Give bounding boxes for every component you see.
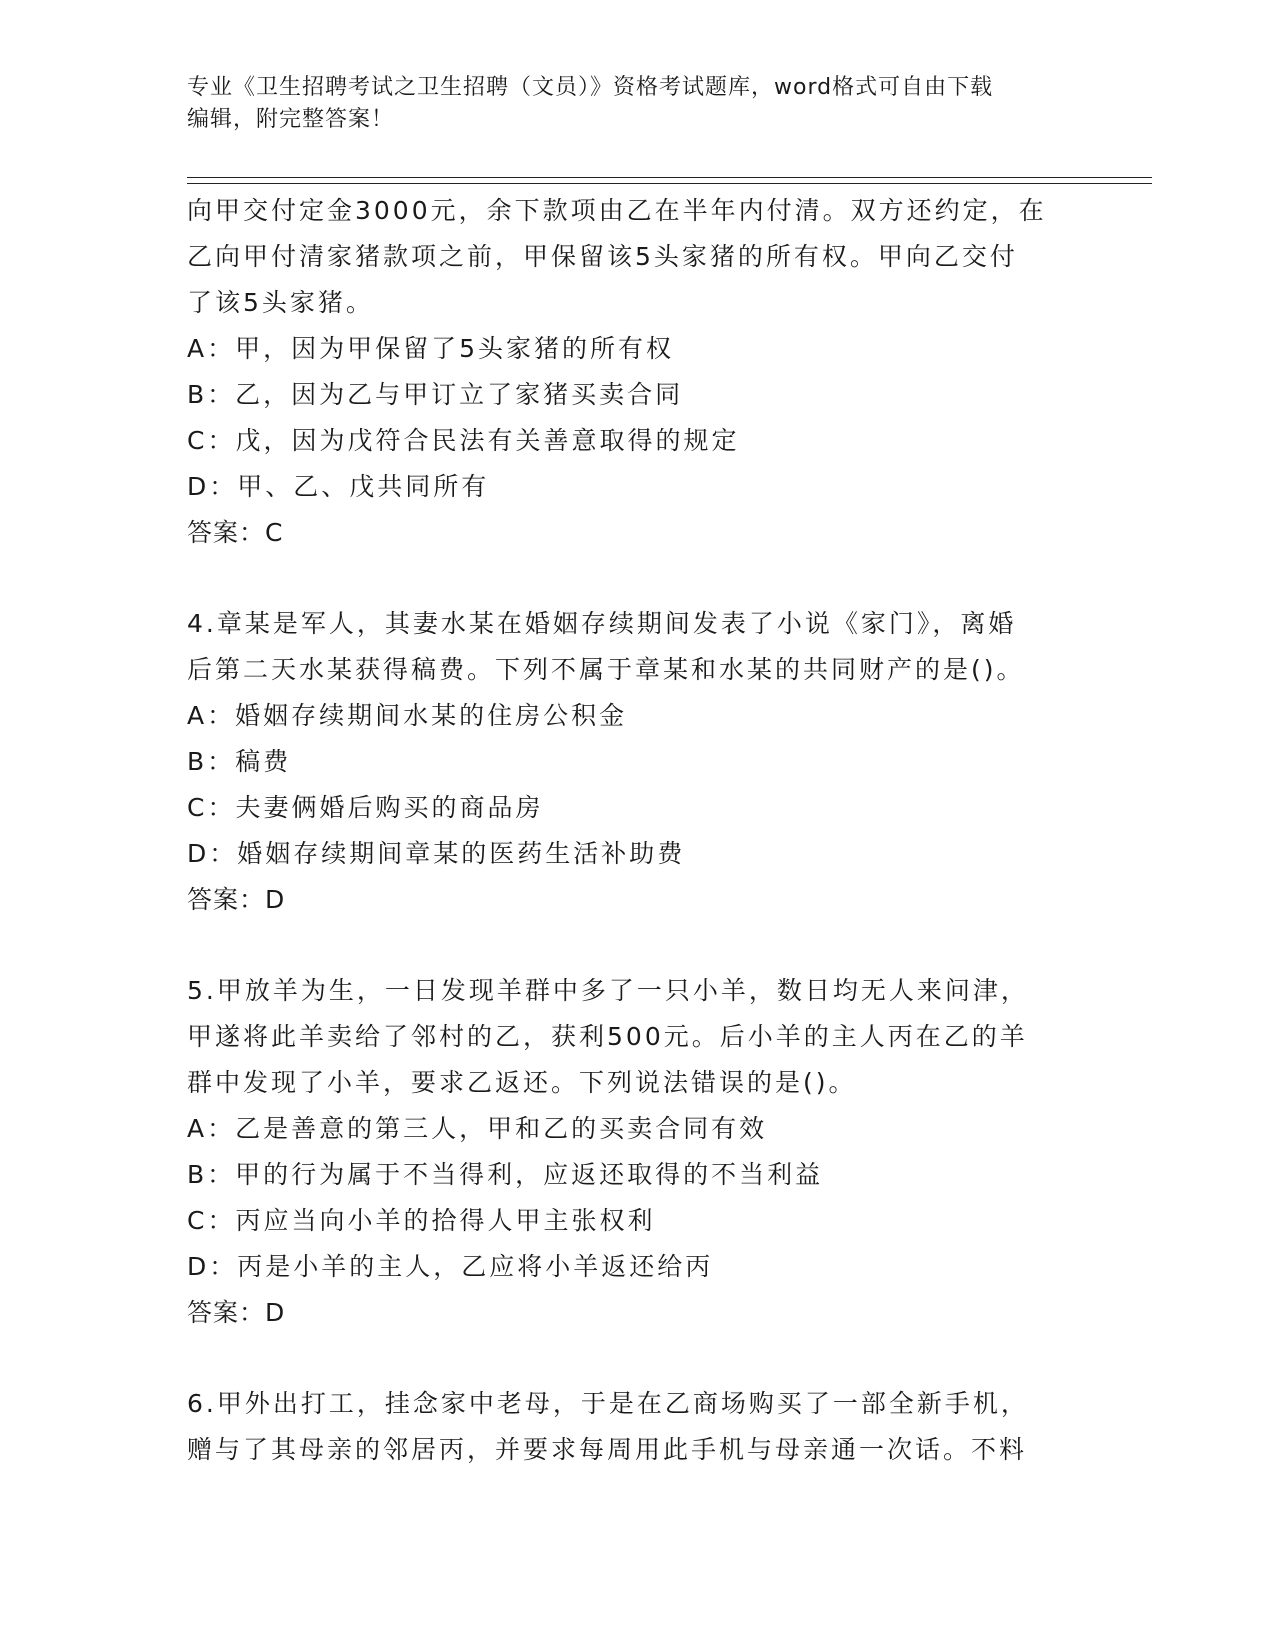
spacer <box>187 556 1087 601</box>
document-header <box>187 72 1087 136</box>
question-4 <box>187 601 1087 923</box>
question-stem-line: 6.甲外出打工，挂念家中老母，于是在乙商场购买了一部全新手机， <box>187 1389 1029 1418</box>
document-body <box>187 188 1087 1473</box>
question-5 <box>187 968 1087 1336</box>
question-3 <box>187 188 1087 556</box>
option-c: C：丙应当向小羊的拾得人甲主张权利 <box>187 1206 656 1235</box>
question-stem-line: 后第二天水某获得稿费。下列不属于章某和水某的共同财产的是()。 <box>187 655 1025 684</box>
header-line-1: 专业《卫生招聘考试之卫生招聘（文员）》资格考试题库，word格式可自由下载 <box>187 75 994 100</box>
question-stem-line: 向甲交付定金3000元，余下款项由乙在半年内付清。双方还约定，在 <box>187 196 1047 225</box>
header-divider-top <box>187 177 1152 178</box>
option-a: A：乙是善意的第三人，甲和乙的买卖合同有效 <box>187 1114 768 1143</box>
question-stem-line: 4.章某是军人，其妻水某在婚姻存续期间发表了小说《家门》，离婚 <box>187 609 1017 638</box>
question-stem-line: 了该5头家猪。 <box>187 288 374 317</box>
option-d: D：甲、乙、戊共同所有 <box>187 472 490 501</box>
option-a: A：甲，因为甲保留了5头家猪的所有权 <box>187 334 675 363</box>
option-c: C：夫妻俩婚后购买的商品房 <box>187 793 544 822</box>
option-a: A：婚姻存续期间水某的住房公积金 <box>187 701 628 730</box>
question-6 <box>187 1381 1087 1473</box>
question-stem-line: 5.甲放羊为生，一日发现羊群中多了一只小羊，数日均无人来问津， <box>187 976 1029 1005</box>
header-line-2: 编辑，附完整答案！ <box>187 107 395 132</box>
question-stem-line: 乙向甲付清家猪款项之前，甲保留该5头家猪的所有权。甲向乙交付 <box>187 242 1018 271</box>
option-c: C：戊，因为戊符合民法有关善意取得的规定 <box>187 426 740 455</box>
question-stem-line: 群中发现了小羊，要求乙返还。下列说法错误的是()。 <box>187 1068 857 1097</box>
question-stem-line: 甲遂将此羊卖给了邻村的乙，获利500元。后小羊的主人丙在乙的羊 <box>187 1022 1028 1051</box>
answer-line: 答案：D <box>187 1298 286 1327</box>
question-stem-line: 赠与了其母亲的邻居丙，并要求每周用此手机与母亲通一次话。不料 <box>187 1435 1028 1464</box>
option-b: B：甲的行为属于不当得利，应返还取得的不当利益 <box>187 1160 824 1189</box>
option-d: D：丙是小羊的主人，乙应将小羊返还给丙 <box>187 1252 714 1281</box>
spacer <box>187 923 1087 968</box>
answer-line: 答案：C <box>187 518 284 547</box>
header-divider-bottom <box>187 183 1152 184</box>
option-d: D：婚姻存续期间章某的医药生活补助费 <box>187 839 686 868</box>
option-b: B：稿费 <box>187 747 292 776</box>
answer-line: 答案：D <box>187 885 286 914</box>
spacer <box>187 1336 1087 1381</box>
option-b: B：乙，因为乙与甲订立了家猪买卖合同 <box>187 380 684 409</box>
